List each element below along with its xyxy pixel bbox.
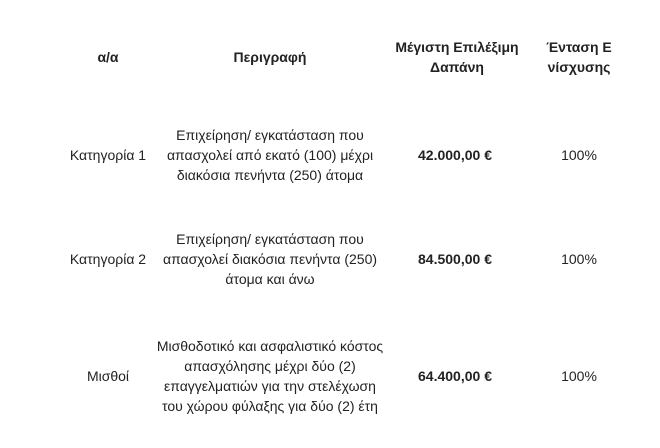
row-description-text: Μισθοδοτικό και ασφαλιστικό κόστος απασχόλησης μέχρι δύο (2) επαγγελματιών για την στελέχωση του χώρου φύλαξης για δύο (2) έτη bbox=[156, 338, 384, 414]
row-category: Κατηγορία 1 bbox=[69, 147, 147, 163]
row-description bbox=[154, 304, 386, 448]
row-description bbox=[154, 214, 386, 304]
row-intensity: 100% bbox=[561, 368, 597, 384]
row-description-text: Επιχείρηση/ εγκατάσταση που απασχολεί από εκατό (100) μέχρι διακόσια πενήντα (250) άτομα bbox=[166, 127, 374, 183]
header-intensity bbox=[524, 18, 634, 96]
row-max-cost: 84.500,00 € bbox=[418, 251, 492, 267]
table-row bbox=[62, 214, 634, 304]
table-body bbox=[62, 96, 634, 448]
row-intensity: 100% bbox=[561, 147, 597, 163]
header-max-cost bbox=[386, 18, 524, 96]
table-row bbox=[62, 96, 634, 214]
row-category: Κατηγορία 2 bbox=[69, 251, 147, 267]
table-row bbox=[62, 304, 634, 448]
funding-table bbox=[62, 18, 634, 448]
header-description: Περιγραφή bbox=[233, 49, 307, 65]
row-category: Μισθοί bbox=[86, 368, 130, 384]
row-max-cost: 42.000,00 € bbox=[418, 147, 492, 163]
header-intensity-label: Ένταση Ενίσχυσης bbox=[546, 39, 612, 75]
row-description bbox=[154, 96, 386, 214]
table-header bbox=[62, 18, 634, 96]
header-index: α/α bbox=[97, 49, 119, 65]
header-row bbox=[62, 18, 634, 96]
row-intensity: 100% bbox=[561, 251, 597, 267]
row-max-cost: 64.400,00 € bbox=[418, 368, 492, 384]
header-max-cost-label: Μέγιστη Επιλέξιμη Δαπάνη bbox=[395, 39, 519, 75]
row-description-text: Επιχείρηση/ εγκατάσταση που απασχολεί διακόσια πενήντα (250) άτομα και άνω bbox=[162, 231, 378, 287]
